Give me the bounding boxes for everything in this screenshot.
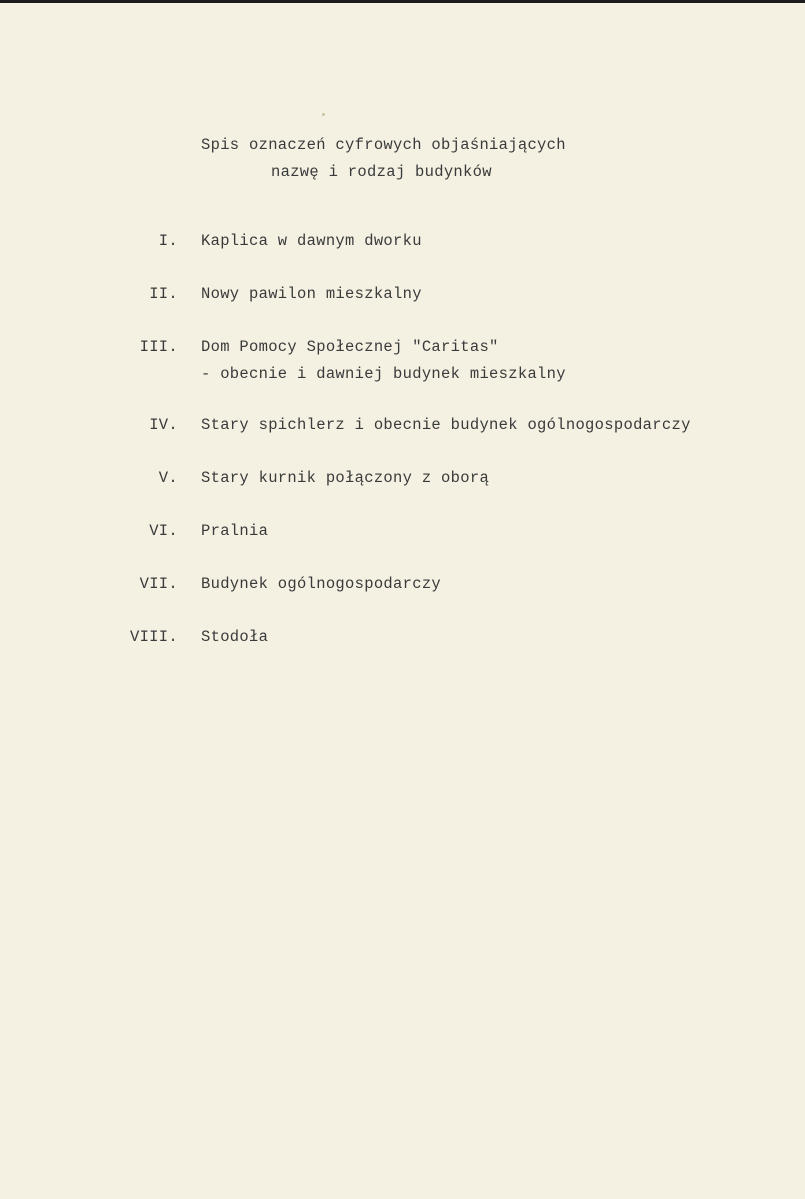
item-text: Budynek ogólnogospodarczy	[201, 575, 442, 593]
item-numeral: I.	[158, 232, 178, 250]
item-text-continuation: - obecnie i dawniej budynek mieszkalny	[201, 365, 566, 383]
item-numeral: II.	[149, 285, 178, 303]
item-text: Pralnia	[201, 522, 269, 540]
page-top-edge	[0, 0, 805, 3]
item-text: Stary spichlerz i obecnie budynek ogólnogospodarczy	[201, 416, 691, 434]
document-title-line-2: nazwę i rodzaj budynków	[271, 163, 492, 181]
item-numeral: VIII.	[129, 628, 178, 646]
item-text: Stodoła	[201, 628, 269, 646]
item-numeral: VII.	[139, 575, 178, 593]
item-numeral: V.	[158, 469, 178, 487]
item-numeral: IV.	[149, 416, 178, 434]
item-numeral: III.	[139, 338, 178, 356]
document-title-line-1: Spis oznaczeń cyfrowych objaśniających	[201, 136, 566, 154]
item-text: Kaplica w dawnym dworku	[201, 232, 422, 250]
item-text: Dom Pomocy Społecznej "Caritas"	[201, 338, 499, 356]
item-text: Stary kurnik połączony z oborą	[201, 469, 490, 487]
paper-speck	[322, 113, 325, 116]
item-numeral: VI.	[149, 522, 178, 540]
item-text: Nowy pawilon mieszkalny	[201, 285, 422, 303]
